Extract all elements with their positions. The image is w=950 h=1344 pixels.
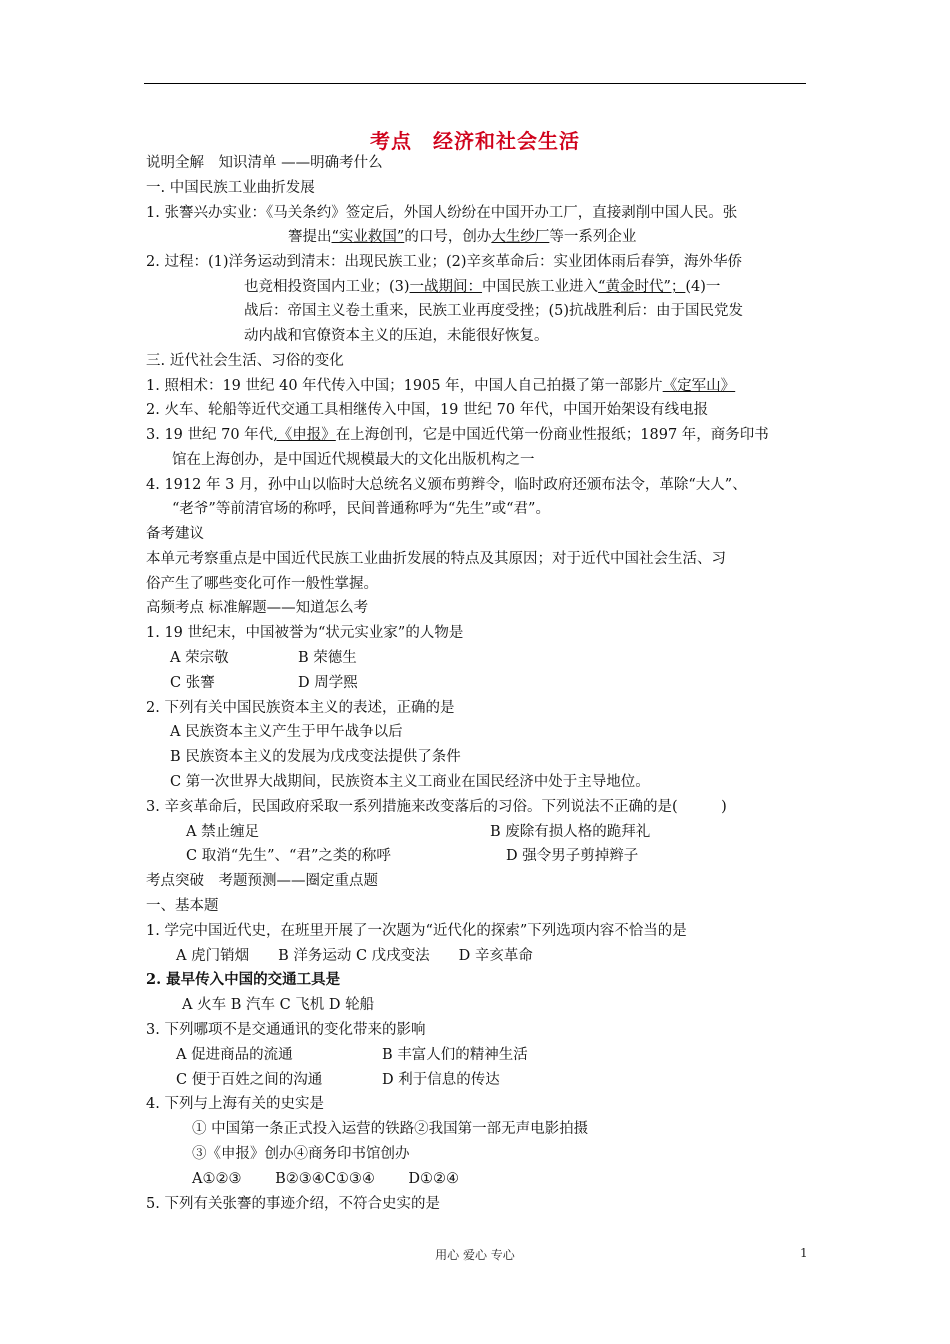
- item-1: 1. 照相术：19 世纪 40 年代传入中国；1905 年，中国人自己拍摄了第一部影片《定军山》: [146, 378, 736, 394]
- hf-q2-option-a: A 民族资本主义产生于甲午战争以后: [170, 724, 403, 740]
- paragraph-1-line-2: 謇提出“实业救国”的口号，创办大生纱厂等一系列企业: [288, 229, 637, 245]
- kd-question-3: 3. 下列哪项不是交通通讯的变化带来的影响: [146, 1022, 426, 1038]
- advice-line-2: 俗产生了哪些变化可作一般性掌握。: [146, 576, 378, 592]
- paragraph-2-line-4: 动内战和官僚资本主义的压迫，未能很好恢复。: [244, 328, 549, 344]
- hf-q3-option-b: B 废除有损人格的跪拜礼: [490, 824, 651, 840]
- paragraph-1-line-1: 1. 张謇兴办实业：《马关条约》签定后，外国人纷纷在中国开办工厂，直接剥削中国人民。张: [146, 205, 738, 221]
- hf-header: 高频考点 标准解题——知道怎么考: [146, 600, 369, 616]
- golden-age-underlined: “黄金时代”；: [598, 279, 686, 295]
- item-4-line-2: “老爷”等前清官场的称呼，民间普通称呼为“先生”或“君”。: [172, 501, 550, 517]
- kd-header: 考点突破 考题预测——圈定重点题: [146, 873, 378, 889]
- kd-q3-option-b: B 丰富人们的精神生活: [382, 1047, 528, 1063]
- footer-motto: 用心 爱心 专心: [435, 1248, 515, 1262]
- page-number: 1: [800, 1246, 808, 1260]
- item-3-line-1: 3. 19 世纪 70 年代,《申报》在上海创刊，它是中国近代第一份商业性报纸；1897 年，商务印书: [146, 427, 769, 443]
- kd-heading-basic: 一、基本题: [146, 898, 219, 914]
- item-2: 2. 火车、轮船等近代交通工具相继传入中国，19 世纪 70 年代，中国开始架设有线电报: [146, 402, 709, 418]
- hf-q2-option-b: B 民族资本主义的发展为戊戌变法提供了条件: [170, 749, 461, 765]
- hf-question-2: 2. 下列有关中国民族资本主义的表述，正确的是: [146, 700, 455, 716]
- advice-header: 备考建议: [146, 526, 204, 542]
- kd-q3-option-d: D 利于信息的传达: [382, 1072, 500, 1088]
- paragraph-2-line-3: 战后：帝国主义卷土重来，民族工业再度受挫；(5)抗战胜利后：由于国民党发: [244, 303, 744, 319]
- film-underlined: 《定军山》: [662, 378, 736, 394]
- hf-q3-option-a: A 禁止缠足: [186, 824, 260, 840]
- advice-line-1: 本单元考察重点是中国近代民族工业曲折发展的特点及其原因；对于近代中国社会生活、习: [146, 551, 726, 567]
- newspaper-underlined: ,《申报》: [273, 427, 336, 443]
- slogan-underlined: “实业救国”: [331, 229, 405, 245]
- heading-3: 三. 近代社会生活、习俗的变化: [146, 353, 344, 369]
- hf-question-3: 3. 辛亥革命后，民国政府采取一系列措施来改变落后的习俗。下列说法不正确的是( ): [146, 799, 727, 815]
- kd-q2-options: A 火车 B 汽车 C 飞机 D 轮船: [182, 997, 375, 1013]
- hf-q1-option-b: B 荣德生: [298, 650, 357, 666]
- hf-q1-option-d: D 周学熙: [298, 675, 358, 691]
- kd-q3-option-a: A 促进商品的流通: [176, 1047, 293, 1063]
- factory-underlined: 大生纱厂: [491, 229, 550, 245]
- paragraph-2-line-2: 也竞相投资国内工业；(3)一战期间：中国民族工业进入“黄金时代”；(4)一: [244, 279, 721, 295]
- kd-q4-line-2: ③《申报》创办④商务印书馆创办: [192, 1146, 410, 1162]
- paragraph-2-line-1: 2. 过程：(1)洋务运动到清末：出现民族工业；(2)辛亥革命后：实业团体雨后春笋，海外华侨: [146, 254, 743, 270]
- section-header: 说明全解 知识清单 ——明确考什么: [146, 155, 383, 171]
- kd-question-4: 4. 下列与上海有关的史实是: [146, 1096, 324, 1112]
- hf-q3-option-d: D 强令男子剪掉辫子: [506, 848, 639, 864]
- item-4-line-1: 4. 1912 年 3 月，孙中山以临时大总统名义颁布剪辫令，临时政府还颁布法令，革除“大人”、: [146, 477, 747, 493]
- kd-question-1: 1. 学完中国近代史，在班里开展了一次题为“近代化的探索”下列选项内容不恰当的是: [146, 923, 687, 939]
- hf-q2-option-c: C 第一次世界大战期间，民族资本主义工商业在国民经济中处于主导地位。: [170, 774, 650, 790]
- kd-q4-options: A①②③ B②③④C①③④ D①②④: [192, 1171, 460, 1187]
- hf-q3-option-c: C 取消“先生”、“君”之类的称呼: [186, 848, 391, 864]
- kd-question-2: 2. 最早传入中国的交通工具是: [146, 971, 341, 988]
- kd-q1-options: A 虎门销烟 B 洋务运动 C 戊戌变法 D 辛亥革命: [176, 948, 533, 964]
- item-3-line-2: 馆在上海创办，是中国近代规模最大的文化出版机构之一: [172, 452, 535, 468]
- wwi-underlined: 一战期间：: [409, 279, 483, 295]
- heading-1: 一. 中国民族工业曲折发展: [146, 180, 315, 196]
- header-rule: [144, 83, 806, 84]
- kd-q4-line-1: ① 中国第一条正式投入运营的铁路②我国第一部无声电影拍摄: [192, 1121, 589, 1137]
- kd-question-5: 5. 下列有关张謇的事迹介绍，不符合史实的是: [146, 1196, 440, 1212]
- hf-q1-option-c: C 张謇: [170, 675, 215, 691]
- hf-q1-option-a: A 荣宗敬: [170, 650, 229, 666]
- page-title: 考点 经济和社会生活: [370, 129, 580, 153]
- kd-q3-option-c: C 便于百姓之间的沟通: [176, 1072, 323, 1088]
- hf-question-1: 1. 19 世纪末，中国被誉为“状元实业家”的人物是: [146, 625, 464, 641]
